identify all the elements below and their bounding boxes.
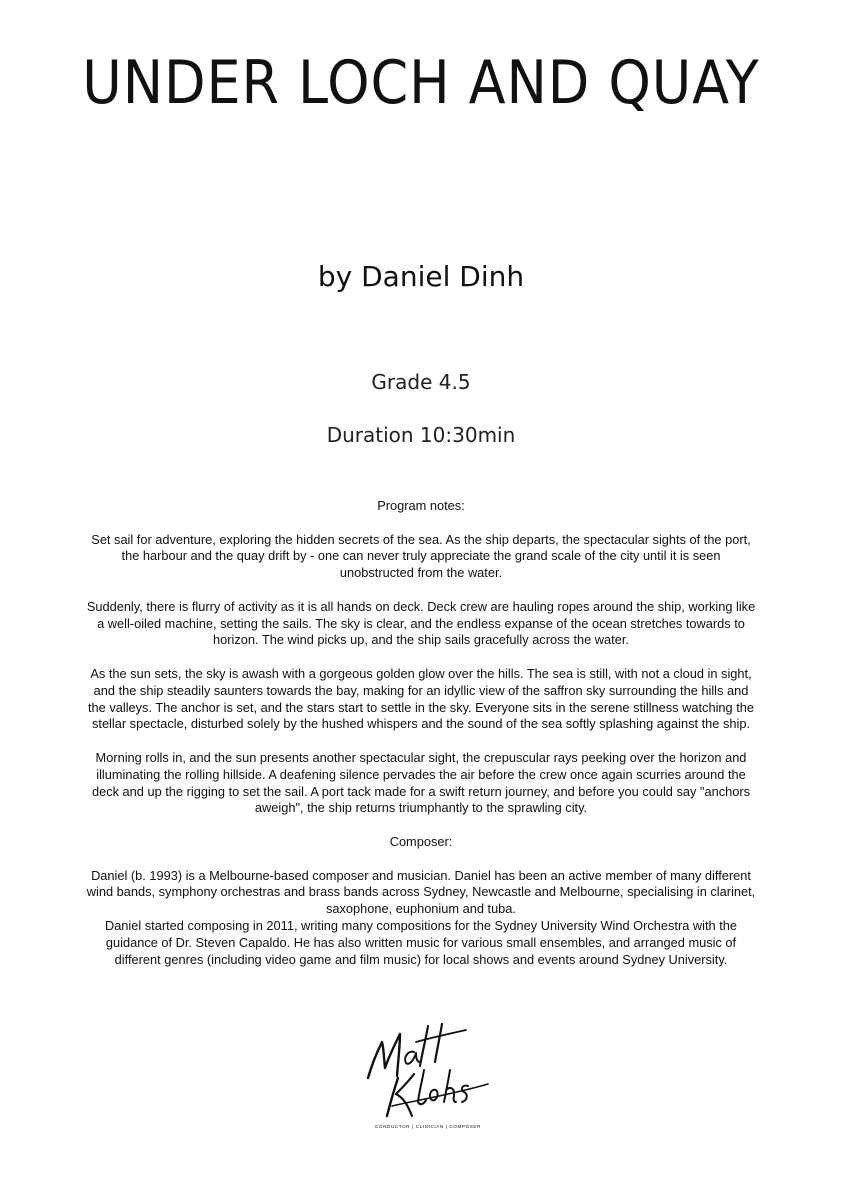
program-notes-paragraph: Suddenly, there is flurry of activity as it is all hands on deck. Deck crew are hauling ropes around the ship, working like a well-oiled machine, setting the sails. The sky is clear, and the endless expanse of the ocean stretches towards to horizon. The wind picks up, and the ship sails gracefully across the water.: [86, 598, 756, 648]
program-notes-paragraph: As the sun sets, the sky is awash with a gorgeous golden glow over the hills. The sea is still, with not a cloud in sight, and the ship steadily saunters towards the bay, making for an idyllic view of the saffron sky surrounding the hills and the valleys. The anchor is set, and the stars start to settle in the sky. Everyone sits in the serene stillness watching the stellar spectacle, disturbed solely by the hushed whispers and the sound of the sea softly splashing against the ship.: [87, 665, 754, 732]
signature-logo-icon: [358, 1020, 498, 1132]
composer-heading: Composer:: [389, 833, 453, 849]
notes-section: [86, 498, 756, 968]
grade-level: Grade 4.5: [371, 370, 471, 394]
publisher-signature-logo: [358, 1020, 498, 1132]
composer-bio: [86, 868, 756, 969]
program-notes-heading: Program notes:: [377, 498, 465, 513]
program-notes-paragraph: Morning rolls in, and the sun presents another spectacular sight, the crepuscular rays peeking over the horizon and illuminating the rolling hillside. A deafening silence pervades the air before the crew once again scurries around the deck and up the rigging to set the sail. A port tack made for a swift return journey, and before you could say "anchors aweigh", the ship returns triumphantly to the sprawling city.: [91, 749, 751, 816]
composer-byline: by Daniel Dinh: [317, 260, 525, 293]
composer-bio-paragraph: Daniel (b. 1993) is a Melbourne-based composer and musician. Daniel has been an active member of many different wind bands, symphony orchestras and brass bands across Sydney, Newcastle and Melbourne, specialising in clarinet, saxophone, euphonium and tuba.: [86, 867, 756, 917]
duration: Duration 10:30min: [326, 423, 516, 447]
piece-title: UNDER LOCH AND QUAY: [82, 48, 760, 118]
logo-tagline: CONDUCTOR | CLINICIAN | COMPOSER: [375, 1124, 481, 1129]
program-notes-paragraph: Set sail for adventure, exploring the hidden secrets of the sea. As the ship departs, the spectacular sights of the port, the harbour and the quay drift by - one can never truly appreciate the grand scale of the city until it is seen unobstructed from the water.: [91, 531, 751, 581]
composer-bio-paragraph: Daniel started composing in 2011, writing many compositions for the Sydney University Wind Orchestra with the guidance of Dr. Steven Capaldo. He has also written music for various small ensembles, and arranged music of different genres (including video game and film music) for local shows and events around Sydney University.: [104, 917, 738, 967]
